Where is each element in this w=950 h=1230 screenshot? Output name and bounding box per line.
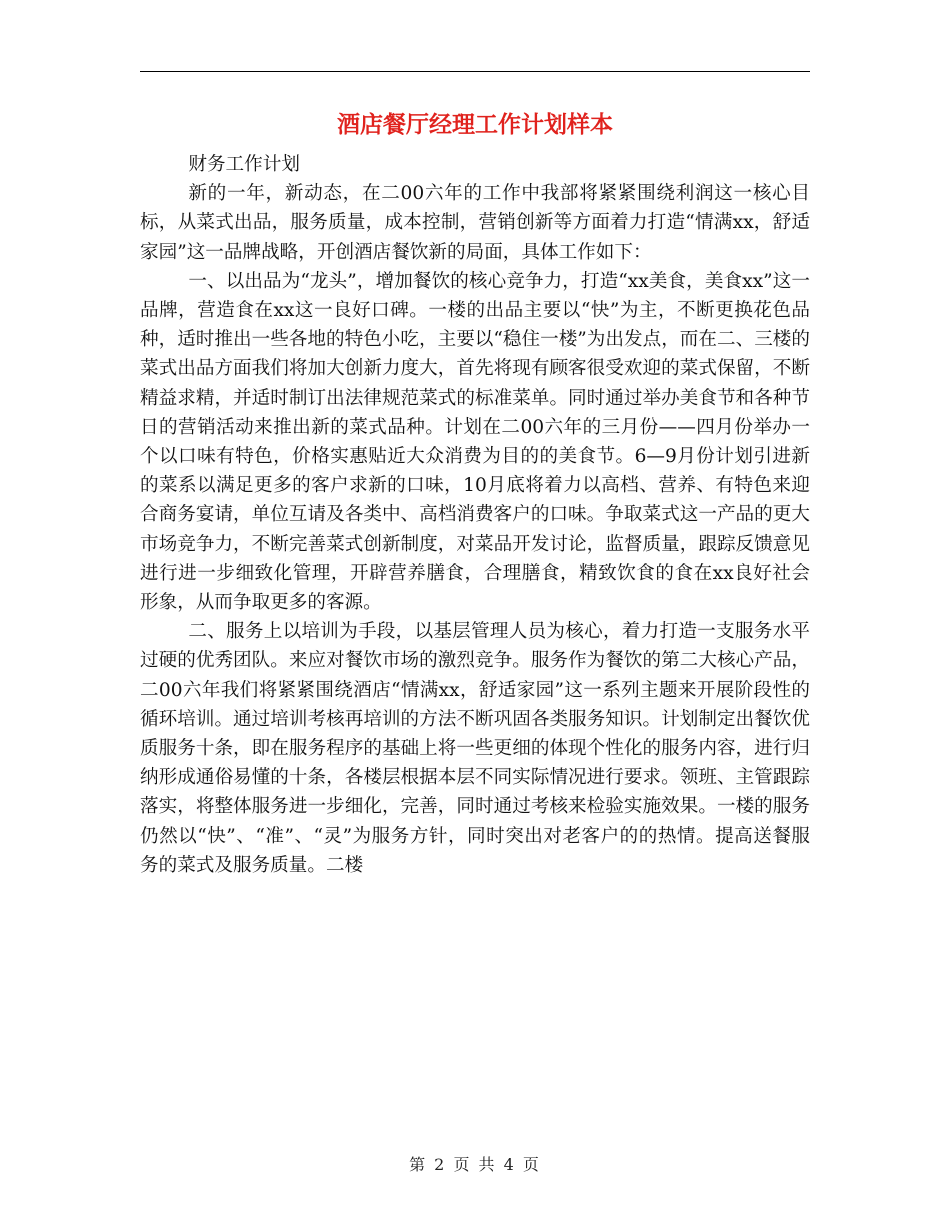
document-body <box>140 150 810 880</box>
header-rule <box>140 71 810 72</box>
paragraph-service: 二、服务上以培训为手段，以基层管理人员为核心，着力打造一支服务水平过硬的优秀团队。来应对餐饮市场的激烈竞争。服务作为餐饮的第二大核心产品，二00六年我们将紧紧围绕酒店“情满xx，舒适家园”这一系列主题来开展阶段性的循环培训。通过培训考核再培训的方法不断巩固各类服务知识。计划制定出餐饮优质服务十条，即在服务程序的基础上将一些更细的体现个性化的服务内容，进行归纳形成通俗易懂的十条，各楼层根据本层不同实际情况进行要求。领班、主管跟踪落实，将整体服务进一步细化，完善，同时通过考核来检验实施效果。一楼的服务仍然以“快”、“准”、“灵”为服务方针，同时突出对老客户的的热情。提高送餐服务的菜式及服务质量。二楼 <box>140 621 810 876</box>
document-title: 酒店餐厅经理工作计划样本 <box>337 111 613 138</box>
section-heading: 财务工作计划 <box>188 154 300 175</box>
page-number: 第 2 页 共 4 页 <box>409 1155 541 1174</box>
paragraph-cuisine: 一、以出品为“龙头”，增加餐饮的核心竞争力，打造“xx美食，美食xx”这一品牌，营造食在xx这一良好口碑。一楼的出品主要以“快”为主，不断更换花色品种，适时推出一些各地的特色小吃，主要以“稳住一楼”为出发点，而在二、三楼的菜式出品方面我们将加大创新力度大，首先将现有顾客很受欢迎的菜式保留，不断精益求精，并适时制订出法律规范菜式的标准菜单。同时通过举办美食节和各种节日的营销活动来推出新的菜式品种。计划在二00六年的三月份——四月份举办一个以口味有特色，价格实惠贴近大众消费为目的的美食节。6—9月份计划引进新的菜系以满足更多的客户求新的口味，10月底将着力以高档、营养、有特色来迎合商务宴请，单位互请及各类中、高档消费客户的口味。争取菜式这一产品的更大市场竞争力，不断完善菜式创新制度，对菜品开发讨论，监督质量，跟踪反馈意见进行进一步细致化管理，开辟营养膳食，合理膳食，精致饮食的食在xx良好社会形象，从而争取更多的客源。 <box>140 270 810 614</box>
intro-paragraph: 新的一年，新动态，在二00六年的工作中我部将紧紧围绕利润这一核心目标，从菜式出品，服务质量，成本控制，营销创新等方面着力打造“情满xx，舒适家园”这一品牌战略，开创酒店餐饮新的局面，具体工作如下： <box>140 183 810 263</box>
